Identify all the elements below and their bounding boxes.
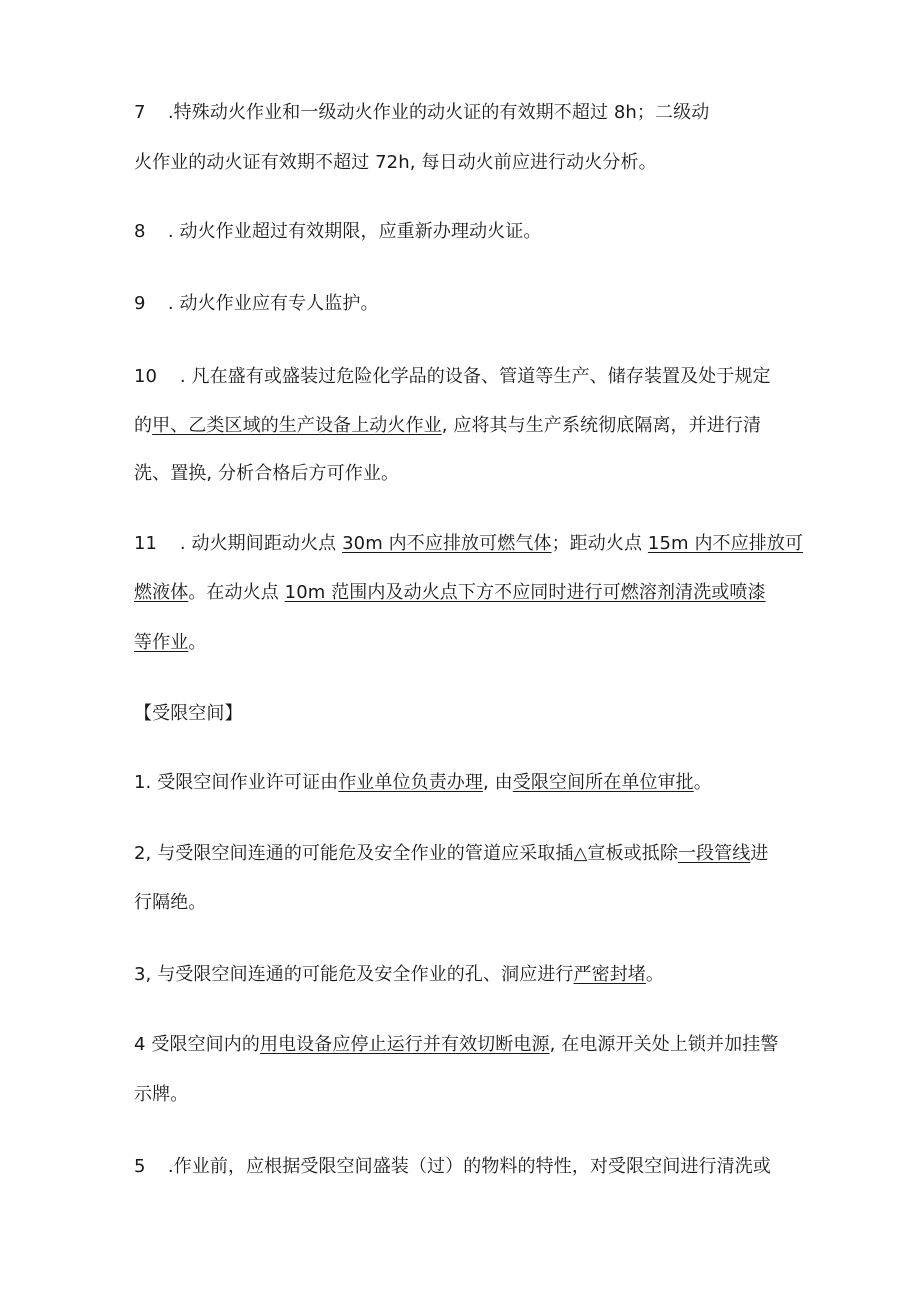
text-run: 进: [750, 843, 769, 864]
text-run: 。在动火点: [188, 582, 285, 603]
underlined-text: 10m 范围内及动火点下方不应同时进行可燃溶剂清洗或喷漆: [284, 582, 766, 603]
text-line: [134, 701, 243, 727]
text-run: , 由: [483, 772, 513, 793]
underlined-text: 严密封堵: [573, 964, 646, 985]
text-run: 1. 受限空间作业许可证由: [134, 772, 339, 793]
text-run: 示牌。: [134, 1084, 189, 1105]
item-number: 7: [134, 102, 146, 123]
text-run: , 应将其与生产系统彻底隔离，并进行清: [441, 415, 762, 436]
underlined-text: 15m 内不应排放可: [647, 533, 804, 554]
text-run: , 在电源开关处上锁并加挂警: [549, 1034, 779, 1055]
text-line: [134, 150, 657, 176]
text-run: . 动火作业超过有效期限，应重新办理动火证。: [162, 221, 542, 242]
text-line: [134, 1032, 778, 1058]
item-number: 8: [134, 221, 146, 242]
text-line: [134, 962, 664, 988]
text-line: [134, 291, 379, 317]
underlined-text: 等作业: [134, 632, 189, 653]
underlined-text: 30m 内不应排放可燃气体: [342, 533, 552, 554]
text-line: [134, 630, 206, 656]
text-line: [134, 841, 768, 867]
text-run: 。: [693, 772, 712, 793]
item-number: 9: [134, 293, 146, 314]
underlined-text: 用电设备应停止运行并有效切断电源: [259, 1034, 550, 1055]
text-line: [134, 580, 766, 606]
underlined-text: 受限空间所在单位审批: [512, 772, 694, 793]
text-line: [134, 531, 803, 557]
text-line: [134, 413, 761, 439]
text-line: [134, 890, 206, 916]
underlined-text: 燃液体: [134, 582, 189, 603]
text-run: 的: [134, 415, 153, 436]
text-run: 火作业的动火证有效期不超过 72h, 每日动火前应进行动火分析。: [134, 152, 657, 173]
text-line: [134, 364, 771, 390]
text-run: . 动火作业应有专人监护。: [162, 293, 379, 314]
text-run: 【受限空间】: [134, 703, 243, 724]
text-run: . 动火期间距动火点: [174, 533, 343, 554]
text-run: 行隔绝。: [134, 892, 207, 913]
text-line: [134, 770, 712, 796]
text-line: [134, 100, 709, 126]
text-run: 。: [188, 632, 207, 653]
underlined-text: 作业单位负责办理: [338, 772, 484, 793]
text-run: 3, 与受限空间连通的可能危及安全作业的孔、洞应进行: [134, 964, 574, 985]
item-number: 10: [134, 366, 158, 387]
text-run: ；距动火点: [551, 533, 648, 554]
item-number: 5: [134, 1156, 146, 1177]
text-line: [134, 219, 541, 245]
underlined-text: 一段管线: [677, 843, 751, 864]
text-line: [134, 1082, 188, 1108]
text-line: [134, 461, 399, 487]
text-run: . 凡在盛有或盛装过危险化学品的设备、管道等生产、储存装置及处于规定: [174, 366, 771, 387]
text-run: .特殊动火作业和一级动火作业的动火证的有效期不超过 8h；二级动: [162, 102, 710, 123]
text-run: 。: [645, 964, 665, 985]
text-run: 4 受限空间内的: [134, 1034, 260, 1055]
text-run: 洗、置换, 分析合格后方可作业。: [134, 463, 400, 484]
text-run: 2, 与受限空间连通的可能危及安全作业的管道应采取插△宣板或抵除: [134, 843, 678, 864]
text-run: .作业前，应根据受限空间盛装（过）的物料的特性，对受限空间进行清洗或: [162, 1156, 771, 1177]
text-line: [134, 1154, 771, 1180]
underlined-text: 甲、乙类区域的生产设备上动火作业: [152, 415, 442, 436]
item-number: 11: [134, 533, 158, 554]
